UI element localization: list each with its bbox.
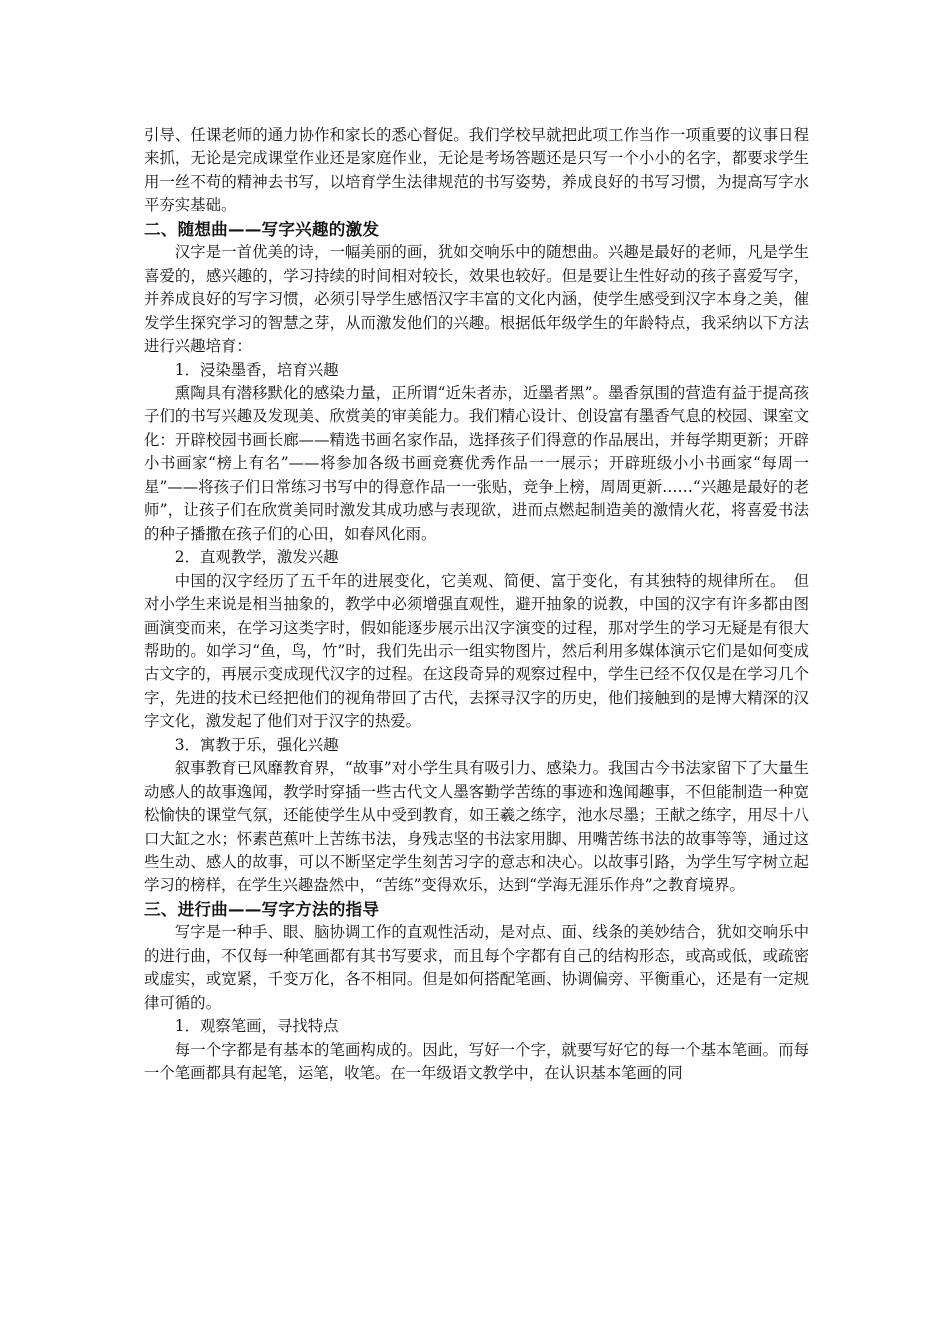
section-2-intro: 汉字是一首优美的诗，一幅美丽的画，犹如交响乐中的随想曲。兴趣是最好的老师，凡是学生喜爱的，感兴趣的，学习持续的时间相对较长，效果也较好。但是要让生性好动的孩子喜爱写字，并养成良好的写字习惯，必须引导学生感悟汉字丰富的文化内涵，使学生感受到汉字本身之美，催发学生探究学习的智慧之芽，从而激发他们的兴趣。根据低年级学生的年龄特点，我采纳以下方法进行兴趣培育：: [144, 243, 809, 356]
intro-paragraph: 引导、任课老师的通力协作和家长的悉心督促。我们学校早就把此项工作当作一项重要的议事日程来抓，无论是完成课堂作业还是家庭作业，无论是考场答题还是只写一个小小的名字，都要求学生用一丝不苟的精神去书写，以培育学生法律规范的书写姿势，养成良好的书写习惯，为提高写字水平夯实基础。: [144, 126, 809, 215]
section-2-item-1-body: 熏陶具有潜移默化的感染力量，正所谓“近朱者赤，近墨者黑”。墨香氛围的营造有益于提高孩子们的书写兴趣及发现美、欣赏美的审美能力。我们精心设计、创设富有墨香气息的校园、课室文化：开辟校园书画长廊——精选书画名家作品，选择孩子们得意的作品展出，并每学期更新；开辟小书画家“榜上有名”——将参加各级书画竞赛优秀作品一一展示；开辟班级小小书画家“每周一星”——将孩子们日常练习书写中的得意作品一一张贴，竞争上榜，周周更新……“兴趣是最好的老师”，让孩子们在欣赏美同时激发其成功感与表现欲，进而点燃起制造美的激情火花，将喜爱书法的种子播撒在孩子们的心田，如春风化雨。: [144, 383, 809, 543]
section-heading-2: 二、随想曲——写字兴趣的激发: [144, 219, 380, 239]
document-page: [144, 124, 809, 1086]
section-2-item-2-body: 中国的汉字经历了五千年的进展变化，它美观、简便、富于变化，有其独特的规律所在。 但对小学生来说是相当抽象的，教学中必须增强直观性，避开抽象的说教，中国的汉字有许多都由图画演变而来，在学习这类字时，假如能逐步展示出汉字演变的过程，那对学生的学习无疑是有很大帮助的。如学习“鱼，鸟，竹”时，我们先出示一组实物图片，然后利用多媒体演示它们是如何变成古文字的，再展示变成现代汉字的过程。在这段奇异的观察过程中，学生已经不仅仅是在学习几个字，先进的技术已经把他们的视角带回了古代，去探寻汉字的历史，他们接触到的是博大精深的汉字文化，激发起了他们对于汉字的热爱。: [144, 571, 809, 731]
section-2-item-1-title: 1．浸染墨香，培育兴趣: [174, 360, 339, 379]
section-2-item-3-title: 3．寓教于乐，强化兴趣: [174, 735, 339, 754]
section-3-item-1-title: 1．观察笔画，寻找特点: [174, 1017, 339, 1036]
section-3-item-1-body: 每一个字都是有基本的笔画构成的。因此，写好一个字，就要写好它的每一个基本笔画。而每一个笔画都具有起笔，运笔，收笔。在一年级语文教学中，在认识基本笔画的同: [144, 1040, 809, 1083]
section-2-item-2-title: 2．直观教学，激发兴趣: [174, 548, 339, 567]
section-2-item-3-body: 叙事教育已风靡教育界，“故事”对小学生具有吸引力、感染力。我国古今书法家留下了大量生动感人的故事逸闻，教学时穿插一些古代文人墨客勤学苦练的事迹和逸闻趣事，不但能制造一种宽松愉快的课堂气氛，还能使学生从中受到教育，如王羲之练字，池水尽墨；王献之练字，用尽十八口大缸之水；怀素芭蕉叶上苦练书法，身残志坚的书法家用脚、用嘴苦练书法的故事等等，通过这些生动、感人的故事，可以不断坚定学生刻苦习字的意志和决心。以故事引路，为学生写字树立起学习的榜样，在学生兴趣盎然中，“苦练”变得欢乐，达到“学海无涯乐作舟”之教育境界。: [144, 759, 809, 895]
section-heading-3: 三、进行曲——写字方法的指导: [144, 899, 380, 919]
section-3-intro: 写字是一种手、眼、脑协调工作的直观性活动，是对点、面、线条的美妙结合，犹如交响乐中的进行曲，不仅每一种笔画都有其书写要求，而且每个字都有自己的结构形态，或高或低，或疏密或虚实，或宽紧，千变万化，各不相同。但是如何搭配笔画、协调偏旁、平衡重心，还是有一定规律可循的。: [144, 923, 809, 1012]
